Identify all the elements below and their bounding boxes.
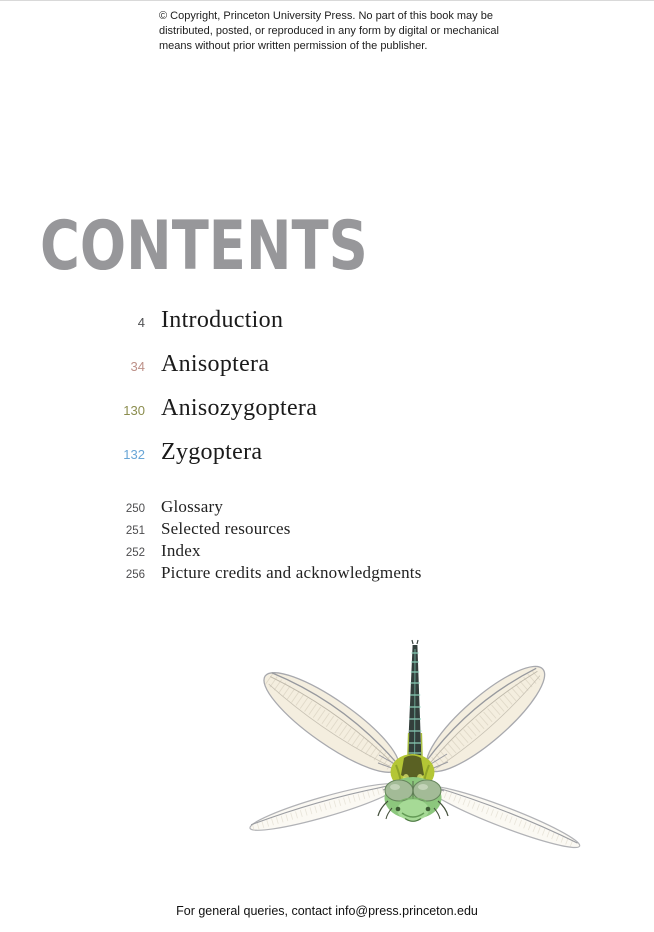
toc-entry-label: Selected resources — [161, 519, 291, 538]
toc-entry-glossary — [0, 496, 422, 518]
toc-entry-label: Anisozygoptera — [161, 395, 318, 421]
copyright-notice — [159, 9, 499, 54]
toc-entry-index — [0, 540, 422, 562]
toc-entry-anisoptera — [0, 342, 317, 386]
toc-entry-label: Index — [161, 541, 201, 560]
toc-entry-label: Anisoptera — [161, 351, 270, 377]
dragonfly-hindwing-right — [425, 779, 583, 856]
toc-page-number: 251 — [125, 525, 145, 537]
toc-chapter-list — [0, 298, 317, 474]
dragonfly-photo — [230, 637, 586, 861]
dragonfly-abdomen — [408, 640, 423, 761]
toc-page-number: 34 — [130, 359, 145, 374]
toc-page-number: 252 — [125, 547, 145, 559]
toc-page-number: 130 — [123, 403, 145, 418]
dragonfly-head — [378, 777, 448, 821]
toc-entry-anisozygoptera — [0, 386, 317, 430]
toc-page-number: 250 — [125, 503, 145, 515]
dragonfly-forewing-left — [253, 658, 411, 787]
toc-entry-introduction — [0, 298, 317, 342]
toc-entry-label: Picture credits and acknowledgments — [161, 563, 422, 582]
toc-page-number: 4 — [137, 315, 145, 330]
toc-entry-label: Zygoptera — [161, 439, 263, 465]
copyright-line: © Copyright, Princeton University Press. No part of this book may be — [159, 10, 493, 22]
dragonfly-hindwing-left — [247, 776, 401, 838]
toc-entry-selected-resources — [0, 518, 422, 540]
toc-entry-label: Glossary — [161, 497, 224, 516]
copyright-line: means without prior written permission of the publisher. — [159, 40, 428, 52]
toc-entry-label: Introduction — [161, 307, 284, 333]
toc-page-number: 132 — [123, 447, 145, 462]
toc-page-number: 256 — [125, 569, 145, 581]
toc-back-matter-list — [0, 496, 422, 584]
toc-entry-picture-credits — [0, 562, 422, 584]
general-queries-footer: For general queries, contact info@press.princeton.edu — [176, 904, 478, 918]
toc-entry-zygoptera — [0, 430, 317, 474]
copyright-line: distributed, posted, or reproduced in any form by digital or mechanical — [159, 25, 499, 37]
page-title: CONTENTS — [40, 207, 368, 286]
dragonfly-forewing-right — [414, 653, 558, 786]
